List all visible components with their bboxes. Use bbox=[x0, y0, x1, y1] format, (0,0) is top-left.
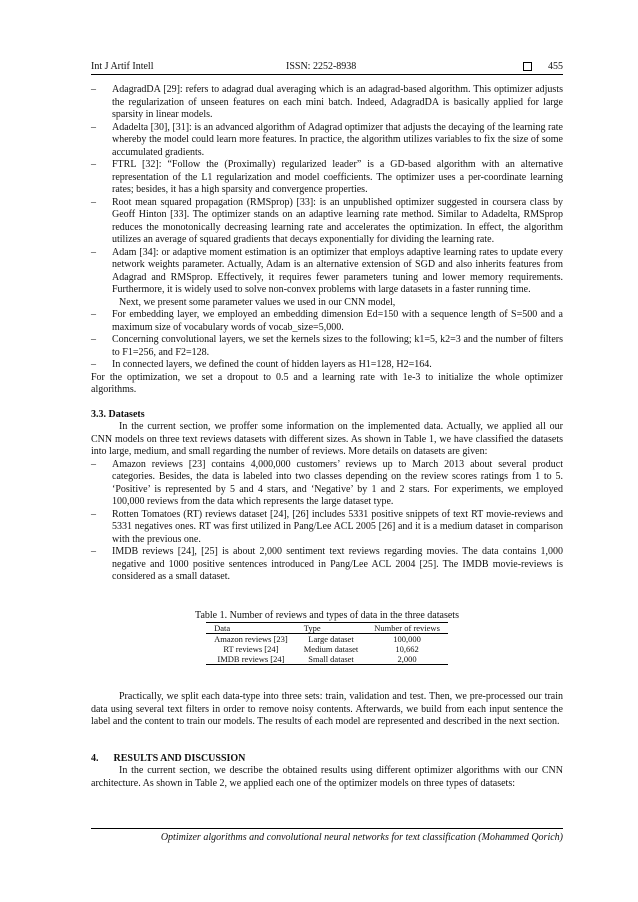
list-item-text: AdagradDA [29]: refers to adagrad dual averaging which is an adagrad-based algorithm. This optimizer adjusts the regularization of unseen features on each mini batch. Indeed, AdagradDA is basically applied for large sparsity in linear models. bbox=[112, 84, 563, 120]
datasets-intro: In the current section, we proffer some information on the implemented data. Actually, we applied all our CNN models on three text reviews datasets with different sizes. As shown in Table 1, we have classified the datasets into large, medium, and small regarding the number of reviews. More details on datasets are given: bbox=[91, 421, 563, 457]
issn: ISSN: 2252-8938 bbox=[286, 61, 357, 72]
dash-icon: – bbox=[91, 196, 96, 208]
dash-icon: – bbox=[91, 359, 96, 370]
table-header-cell: Data bbox=[206, 623, 296, 634]
dash-icon: – bbox=[91, 121, 96, 133]
dash-icon: – bbox=[91, 508, 96, 520]
list-item bbox=[91, 459, 563, 509]
results-paragraph: In the current section, we describe the obtained results using different optimizer algorithms with our CNN architecture. As shown in Table 2, we applied each one of the optimizer models on three types of datasets: bbox=[91, 765, 563, 789]
list-item-text: IMDB reviews [24], [25] is about 2,000 sentiment text reviews regarding movies. The data contains 1,000 negative and 1000 positive sentences introduced in Pang/Lee ACL 2004 [25]. The IMDB movie-reviews is considered as a small dataset. bbox=[112, 546, 563, 582]
table-cell: 10,662 bbox=[395, 644, 419, 654]
table-cell: Amazon reviews [23] bbox=[214, 634, 288, 644]
table-cell: 2,000 bbox=[366, 654, 448, 665]
optimization-paragraph: For the optimization, we set a dropout to 0.5 and a learning rate with 1e-3 to initialize the whole optimizer algorithms. bbox=[91, 371, 563, 395]
page-header bbox=[91, 60, 563, 75]
square-icon bbox=[523, 62, 532, 71]
section-heading-datasets: 3.3. Datasets bbox=[91, 408, 145, 420]
table-row bbox=[206, 654, 448, 665]
table-cell: Small dataset bbox=[296, 654, 367, 665]
list-item-text: FTRL [32]: “Follow the (Proximally) regularized leader” is a GD-based algorithm with an alternative representation of the L1 regularization and model coefficients. The optimizer uses a per-coordinate learning rates; besides, it has a high sparsity and convergence properties. bbox=[112, 159, 563, 195]
dash-icon: – bbox=[91, 334, 96, 345]
journal-name: Int J Artif Intell bbox=[91, 61, 154, 72]
dash-icon: – bbox=[91, 546, 96, 557]
table-row bbox=[206, 634, 448, 645]
list-item bbox=[91, 84, 563, 122]
table-cell: Medium dataset bbox=[303, 644, 359, 654]
list-item bbox=[91, 546, 563, 584]
table-caption: Table 1. Number of reviews and types of data in the three datasets bbox=[195, 609, 459, 621]
table-header-cell: Type bbox=[296, 623, 367, 634]
list-item-text: Adam [34]: or adaptive moment estimation is an optimizer that employs adaptive learning rates to update every network weights parameter. Actually, Adam is an alternative extension of SGD and also inherits features from Adagrad and RMSprop. Effectively, it requires fewer parameters tuning and lower memory requirements. Furthermore, it is widely used to solve non-convex problems with large datasets in a faster running time. bbox=[112, 246, 563, 295]
section-heading-results: 4. RESULTS AND DISCUSSION bbox=[91, 752, 246, 764]
dash-icon: – bbox=[91, 246, 96, 258]
page-body bbox=[91, 84, 563, 790]
list-item-text: Concerning convolutional layers, we set the kernels sizes to the following; k1=5, k2=3 and the number of filters to F1=256, and F2=128. bbox=[112, 334, 563, 358]
table-cell: RT reviews [24] bbox=[223, 644, 279, 654]
list-item bbox=[91, 122, 563, 160]
list-item-text: Amazon reviews [23] contains 4,000,000 customers’ reviews up to March 2013 about several product categories. Besides, the data is labeled into two classes depending on the review scores ratings from 1 to 5. ‘Positive’ is represented by 5 and 4 stars, and ‘Negative’ by 1 and 2 stars. For experiments, we employed 100,000 reviews from the data which represents the large dataset type. bbox=[112, 458, 563, 507]
list-item-text: Adadelta [30], [31]: is an advanced algorithm of Adagrad optimizer that adjusts the decaying of the learning rate whereby the model could learn more features. In practice, the algorithm utilizes variables to fix the size of some accumulated gradients. bbox=[112, 121, 563, 158]
dash-icon: – bbox=[91, 84, 96, 95]
table-row bbox=[206, 644, 448, 654]
list-item bbox=[91, 159, 563, 197]
table-cell: Large dataset bbox=[308, 634, 354, 644]
page-footer: Optimizer algorithms and convolutional neural networks for text classification (Mohammed Qorich) bbox=[91, 828, 563, 843]
table-header-cell: Number of reviews bbox=[366, 623, 448, 634]
table-cell: IMDB reviews [24] bbox=[206, 654, 296, 665]
list-item bbox=[91, 197, 563, 247]
datasets-table bbox=[206, 622, 448, 665]
table-header-row bbox=[206, 623, 448, 634]
list-item bbox=[91, 334, 563, 359]
list-item bbox=[91, 509, 563, 547]
table-cell: 100,000 bbox=[393, 634, 421, 644]
list-item bbox=[91, 359, 563, 372]
list-item bbox=[91, 247, 563, 297]
params-intro: Next, we present some parameter values we used in our CNN model, bbox=[119, 296, 396, 308]
list-item-text: In connected layers, we defined the count of hidden layers as H1=128, H2=164. bbox=[112, 359, 432, 370]
dash-icon: – bbox=[91, 458, 96, 470]
list-item-text: Root mean squared propagation (RMSprop) [33]: is an unpublished optimizer suggested in coursera class by Geoff Hinton [33]. The optimizer stands on an adaptive learning rate method. Similar to Adadelta, RMSprop reduces the monotonically decreasing learning rate and accelerates the optimization. In effect, the algorithm utilizes an average of squared gradients that decays exponentially for dividing the learning rate. bbox=[112, 196, 563, 245]
dash-icon: – bbox=[91, 159, 96, 170]
page-number: 455 bbox=[548, 61, 563, 72]
practical-paragraph: Practically, we split each data-type into three sets: train, validation and test. Then, we pre-processed our train data using several text filters in order to remove noisy contents. Afterwards, we build from each input sentence the label and the content to train our models. The results of each model are represented and described in the next section. bbox=[91, 691, 563, 727]
list-item-text: For embedding layer, we employed an embedding dimension Ed=150 with a sequence length of S=500 and a maximum size of vocabulary words of vocab_size=5,000. bbox=[112, 309, 563, 333]
list-item-text: Rotten Tomatoes (RT) reviews dataset [24], [26] includes 5331 positive snippets of text RT movie-reviews and 5331 negatives ones. RT was first utilized in Pang/Lee ACL 2005 [26] and it is a medium dataset in comparison with the previous one. bbox=[112, 508, 563, 545]
dash-icon: – bbox=[91, 309, 96, 320]
list-item bbox=[91, 309, 563, 334]
